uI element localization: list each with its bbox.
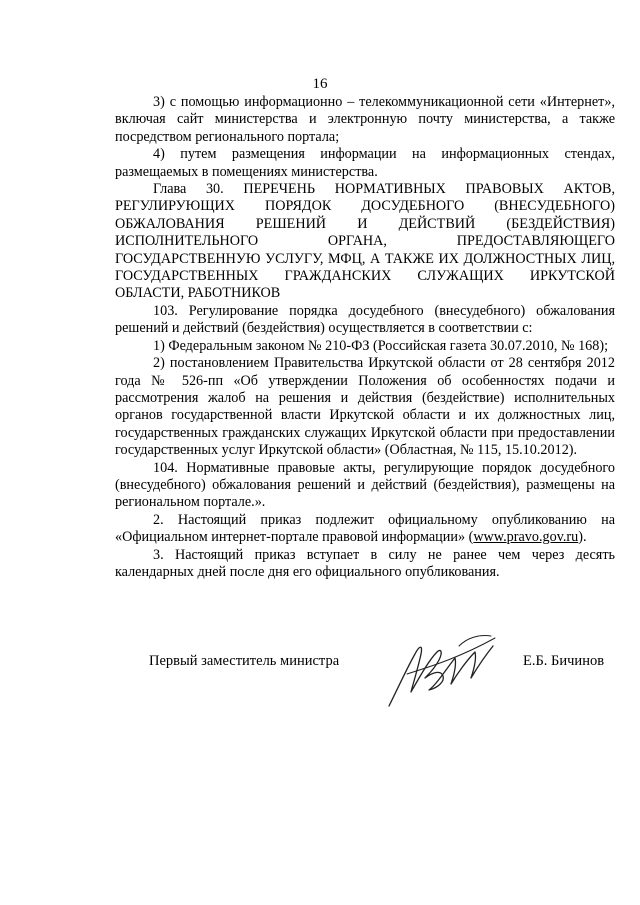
paragraph-103-item-1: 1) Федеральным законом № 210-ФЗ (Российская газета 30.07.2010, № 168); <box>153 337 609 354</box>
paragraph-103: 103. Регулирование порядка досудебного (внесудебного) обжалования решений и действий (бездействия) осуществляется в соответствии с: <box>115 302 615 337</box>
paragraph-104: 104. Нормативные правовые акты, регулирующие порядок досудебного (внесудебного) обжалования решений и действий (бездействия), размещены на региональном портале.». <box>115 459 615 511</box>
document-body <box>115 94 615 581</box>
paragraph-item-4: 4) путем размещения информации на информационных стендах, размещаемых в помещениях министерства. <box>115 146 615 180</box>
signatory-position: Первый заместитель министра <box>149 653 340 669</box>
paragraph-item-3: 3) с помощью информационно – телекоммуникационной сети «Интернет», включая сайт министерства и электронную почту министерства, а также посредством регионального портала; <box>115 94 615 145</box>
signatory-name: Е.Б. Бичинов <box>523 653 605 669</box>
order-item-2-text: 2. Настоящий приказ подлежит официальному опубликованию на «Официальном интернет-портале правовой информации» ( <box>115 511 615 546</box>
paragraph-103-item-2: 2) постановлением Правительства Иркутской области от 28 сентября 2012 года № 526-пп «Об утверждении Положения об особенностях подачи и рассмотрения жалоб на решения и действия (бездействие) исполнительных органов государственной власти Иркутской области и их должностных лиц, государственных гражданских служащих Иркутской области при предоставлении государственных услуг Иркутской области» (Областная, № 115, 15.10.2012). <box>115 355 615 459</box>
order-item-3: 3. Настоящий приказ вступает в силу не ранее чем через десять календарных дней после дня его официального опубликования. <box>115 546 615 580</box>
page-number: 16 <box>312 76 328 92</box>
handwritten-signature <box>385 628 505 710</box>
chapter-heading: Глава 30. ПЕРЕЧЕНЬ НОРМАТИВНЫХ ПРАВОВЫХ АКТОВ, РЕГУЛИРУЮЩИХ ПОРЯДОК ДОСУДЕБНОГО (ВНЕСУДЕБНОГО) ОБЖАЛОВАНИЯ РЕШЕНИЙ И ДЕЙСТВИЙ (БЕЗДЕЙСТВИЯ) ИСПОЛНИТЕЛЬНОГО ОРГАНА, ПРЕДОСТАВЛЯЮЩЕГО ГОСУДАРСТВЕННУЮ УСЛУГУ, МФЦ, А ТАКЖЕ ИХ ДОЛЖНОСТНЫХ ЛИЦ, ГОСУДАРСТВЕННЫХ ГРАЖДАНСКИХ СЛУЖАЩИХ ИРКУТСКОЙ ОБЛАСТИ, РАБОТНИКОВ <box>115 181 615 302</box>
signature-block <box>0 644 640 724</box>
order-item-2 <box>115 512 615 547</box>
pravo-link[interactable]: www.pravo.gov.ru <box>473 529 579 546</box>
order-item-2-tail: ). <box>578 529 587 546</box>
